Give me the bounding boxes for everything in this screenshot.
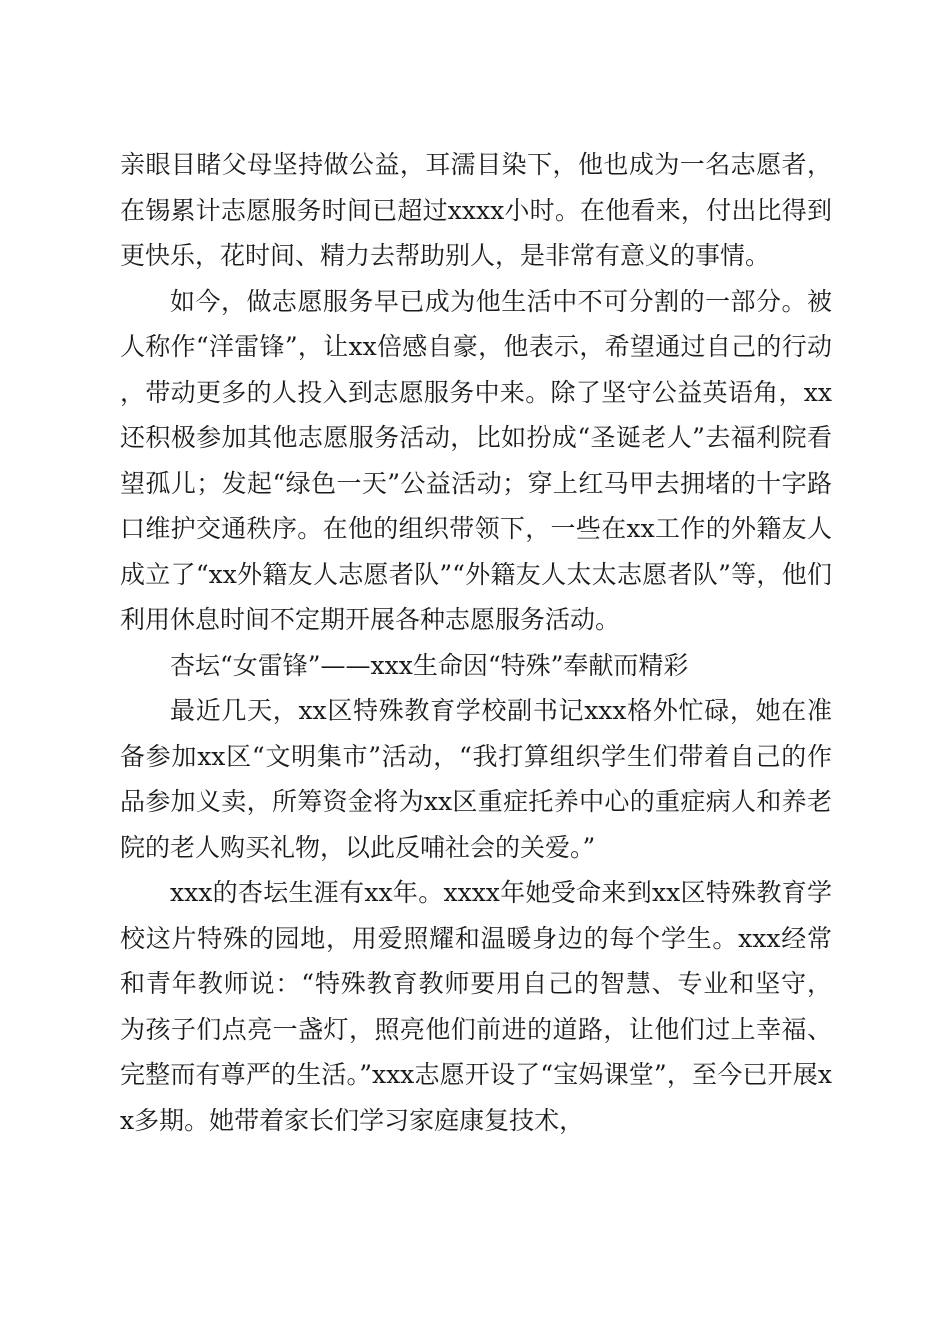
paragraph-teaching-career: xxx的杏坛生涯有xx年。xxxx年她受命来到xx区特殊教育学校这片特殊的园地，用爱照耀和温暖身边的每个学生。xxx经常和青年教师说：“特殊教育教师要用自己的智慧、专业和坚守，为孩子们点亮一盏灯，照亮他们前进的道路，让他们过上幸福、完整而有尊严的生活。”xxx志愿开设了“宝妈课堂”，至今已开展xx多期。她带着家长们学习家庭康复技术， [120, 878, 832, 1135]
document-body [120, 142, 832, 1143]
paragraph-continuation: 亲眼目睹父母坚持做公益，耳濡目染下，他也成为一名志愿者，在锡累计志愿服务时间已超过xxxx小时。在他看来，付出比得到更快乐，花时间、精力去帮助别人，是非常有意义的事情。 [120, 150, 832, 270]
paragraph-civilization-market: 最近几天，xx区特殊教育学校副书记xxx格外忙碌，她在准备参加xx区“文明集市”活动，“我打算组织学生们带着自己的作品参加义卖，所筹资金将为xx区重症托养中心的重症病人和养老院的老人购买礼物，以此反哺社会的关爱。” [120, 696, 832, 862]
section-heading: 杏坛“女雷锋”——xxx生命因“特殊”奉献而精彩 [170, 650, 689, 680]
paragraph-volunteer-life: 如今，做志愿服务早已成为他生活中不可分割的一部分。被人称作“洋雷锋”，让xx倍感自豪，他表示，希望通过自己的行动，带动更多的人投入到志愿服务中来。除了坚守公益英语角，xx还积极参加其他志愿服务活动，比如扮成“圣诞老人”去福利院看望孤儿；发起“绿色一天”公益活动；穿上红马甲去拥堵的十字路口维护交通秩序。在他的组织带领下，一些在xx工作的外籍友人成立了“xx外籍友人志愿者队”“外籍友人太太志愿者队”等，他们利用休息时间不定期开展各种志愿服务活动。 [120, 286, 832, 634]
